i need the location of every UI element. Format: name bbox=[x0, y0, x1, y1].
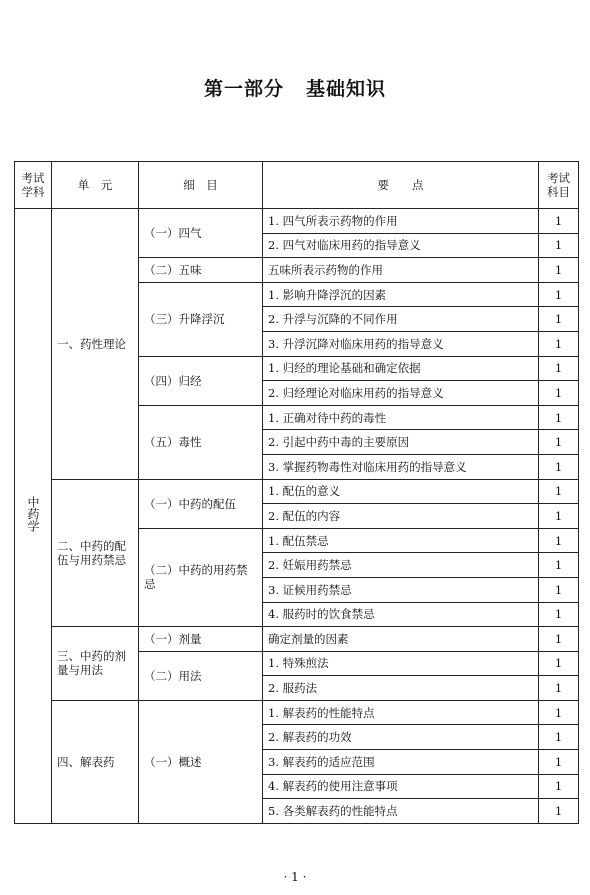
table-row bbox=[15, 209, 579, 234]
point-cell: 1. 配伍的意义 bbox=[263, 479, 539, 504]
point-cell: 3. 解表药的适应范围 bbox=[263, 750, 539, 775]
page-number: · 1 · bbox=[283, 870, 307, 884]
point-cell: 1. 归经的理论基础和确定依据 bbox=[263, 356, 539, 381]
title-text: 基础知识 bbox=[306, 78, 387, 100]
count-cell: 1 bbox=[539, 331, 579, 356]
point-cell: 2. 服药法 bbox=[263, 676, 539, 701]
count-cell: 1 bbox=[539, 676, 579, 701]
point-cell: 3. 证候用药禁忌 bbox=[263, 577, 539, 602]
subject-label: 中药学 bbox=[26, 496, 40, 533]
header-point: 要 点 bbox=[263, 162, 539, 209]
point-cell: 2. 引起中药中毒的主要原因 bbox=[263, 430, 539, 455]
point-cell: 1. 影响升降浮沉的因素 bbox=[263, 282, 539, 307]
page-title bbox=[0, 74, 590, 101]
count-cell: 1 bbox=[539, 307, 579, 332]
point-cell: 1. 配伍禁忌 bbox=[263, 528, 539, 553]
count-cell: 1 bbox=[539, 479, 579, 504]
count-cell: 1 bbox=[539, 356, 579, 381]
count-cell: 1 bbox=[539, 430, 579, 455]
point-cell: 确定剂量的因素 bbox=[263, 627, 539, 652]
count-cell: 1 bbox=[539, 725, 579, 750]
detail-cell: （三）升降浮沉 bbox=[139, 282, 263, 356]
header-row bbox=[15, 162, 579, 209]
count-cell: 1 bbox=[539, 282, 579, 307]
point-cell: 2. 配伍的内容 bbox=[263, 504, 539, 529]
point-cell: 2. 归经理论对临床用药的指导意义 bbox=[263, 381, 539, 406]
count-cell: 1 bbox=[539, 405, 579, 430]
point-cell: 3. 升浮沉降对临床用药的指导意义 bbox=[263, 331, 539, 356]
header-subject: 考试 学科 bbox=[15, 162, 52, 209]
detail-cell: （二）用法 bbox=[139, 651, 263, 700]
count-cell: 1 bbox=[539, 750, 579, 775]
table-row bbox=[15, 700, 579, 725]
detail-cell: （一）四气 bbox=[139, 209, 263, 258]
point-cell: 4. 解表药的使用注意事项 bbox=[263, 774, 539, 799]
count-cell: 1 bbox=[539, 528, 579, 553]
count-cell: 1 bbox=[539, 799, 579, 824]
unit-cell: 四、解表药 bbox=[52, 700, 139, 823]
detail-cell: （一）中药的配伍 bbox=[139, 479, 263, 528]
detail-cell: （一）概述 bbox=[139, 700, 263, 823]
unit-cell: 二、中药的配伍与用药禁忌 bbox=[52, 479, 139, 627]
header-detail: 细 目 bbox=[139, 162, 263, 209]
point-cell: 2. 解表药的功效 bbox=[263, 725, 539, 750]
point-cell: 1. 特殊煎法 bbox=[263, 651, 539, 676]
detail-cell: （一）剂量 bbox=[139, 627, 263, 652]
count-cell: 1 bbox=[539, 258, 579, 283]
count-cell: 1 bbox=[539, 774, 579, 799]
count-cell: 1 bbox=[539, 381, 579, 406]
count-cell: 1 bbox=[539, 577, 579, 602]
count-cell: 1 bbox=[539, 700, 579, 725]
subject-cell bbox=[15, 209, 52, 824]
point-cell: 4. 服药时的饮食禁忌 bbox=[263, 602, 539, 627]
unit-cell: 三、中药的剂量与用法 bbox=[52, 627, 139, 701]
table-row bbox=[15, 627, 579, 652]
table-row bbox=[15, 479, 579, 504]
point-cell: 2. 升浮与沉降的不同作用 bbox=[263, 307, 539, 332]
point-cell: 1. 解表药的性能特点 bbox=[263, 700, 539, 725]
count-cell: 1 bbox=[539, 454, 579, 479]
count-cell: 1 bbox=[539, 627, 579, 652]
detail-cell: （二）中药的用药禁忌 bbox=[139, 528, 263, 626]
point-cell: 3. 掌握药物毒性对临床用药的指导意义 bbox=[263, 454, 539, 479]
count-cell: 1 bbox=[539, 602, 579, 627]
count-cell: 1 bbox=[539, 209, 579, 234]
title-part: 第一部分 bbox=[203, 78, 284, 100]
unit-cell: 一、药性理论 bbox=[52, 209, 139, 480]
point-cell: 2. 四气对临床用药的指导意义 bbox=[263, 233, 539, 258]
count-cell: 1 bbox=[539, 553, 579, 578]
point-cell: 1. 正确对待中药的毒性 bbox=[263, 405, 539, 430]
point-cell: 1. 四气所表示药物的作用 bbox=[263, 209, 539, 234]
syllabus-table bbox=[14, 161, 579, 824]
point-cell: 5. 各类解表药的性能特点 bbox=[263, 799, 539, 824]
table-body bbox=[15, 209, 579, 824]
count-cell: 1 bbox=[539, 233, 579, 258]
header-count: 考试 科目 bbox=[539, 162, 579, 209]
detail-cell: （四）归经 bbox=[139, 356, 263, 405]
point-cell: 2. 妊娠用药禁忌 bbox=[263, 553, 539, 578]
detail-cell: （二）五味 bbox=[139, 258, 263, 283]
point-cell: 五味所表示药物的作用 bbox=[263, 258, 539, 283]
detail-cell: （五）毒性 bbox=[139, 405, 263, 479]
header-unit: 单 元 bbox=[52, 162, 139, 209]
count-cell: 1 bbox=[539, 651, 579, 676]
count-cell: 1 bbox=[539, 504, 579, 529]
